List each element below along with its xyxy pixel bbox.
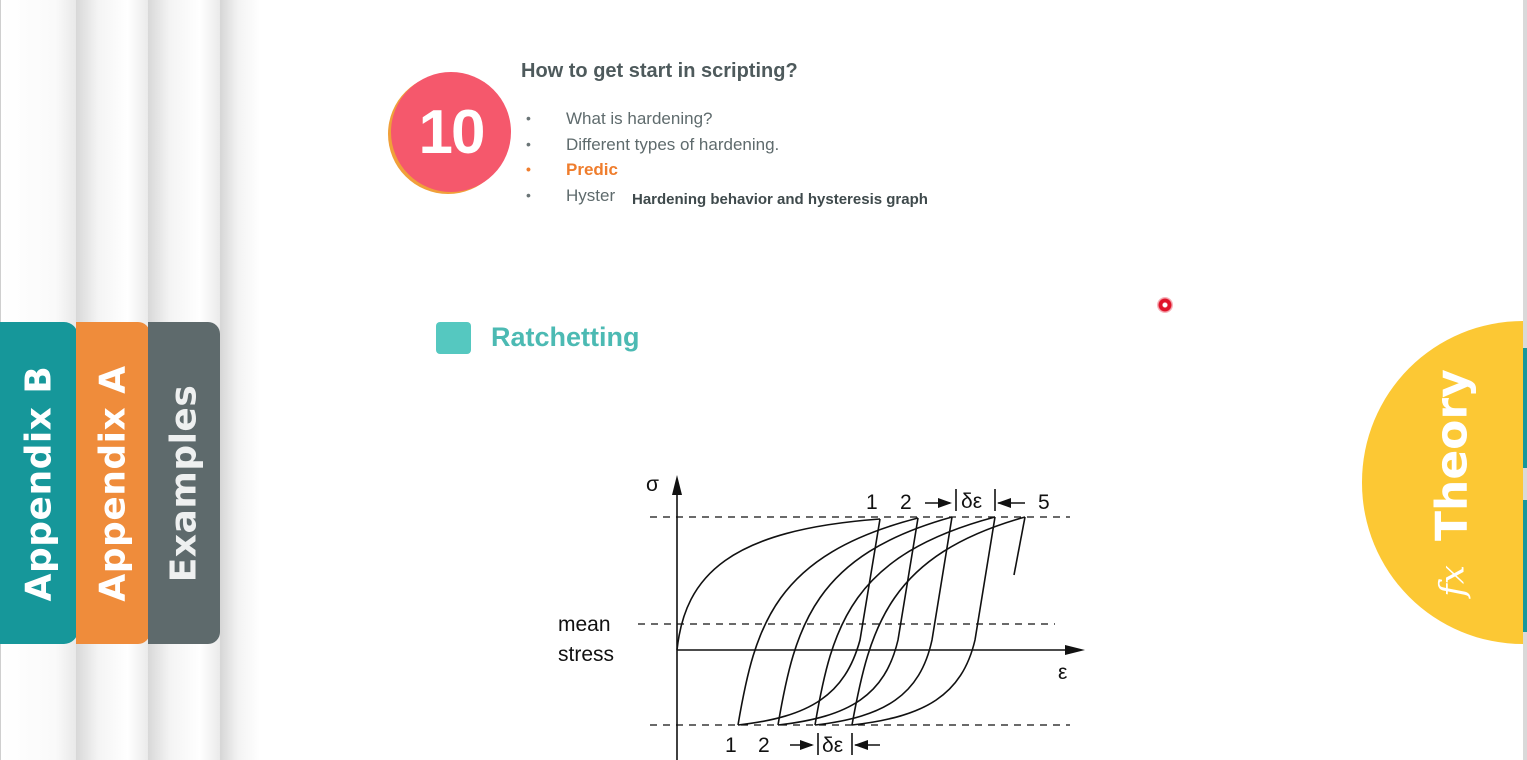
mean-stress-label-1: mean	[558, 613, 611, 636]
tab-appendix-b-label: Appendix B	[18, 365, 60, 601]
top-label-5: 5	[1038, 491, 1050, 514]
section-marker-icon	[436, 322, 471, 354]
loop-4-reload	[852, 517, 1025, 725]
tab-examples[interactable]	[148, 322, 220, 644]
page-edge-4	[220, 0, 260, 760]
top-label-2: 2	[900, 491, 912, 514]
loop-5-unload	[1014, 517, 1025, 575]
topic-item-hardening[interactable]: • What is hardening?	[524, 106, 779, 132]
loop-2-reload	[778, 517, 952, 725]
top-label-delta: δε	[961, 490, 983, 513]
sigma-label: σ	[646, 473, 659, 496]
topic-item-hysteresis[interactable]: • Hyster	[524, 183, 779, 209]
mouse-pointer-indicator	[1157, 297, 1173, 313]
fx-icon: 𝑓x	[1432, 565, 1472, 597]
loop-3-reload	[815, 517, 995, 725]
ratchetting-diagram	[540, 455, 1100, 760]
strain-axis-arrow	[1065, 645, 1085, 655]
loop-2-unload	[778, 518, 918, 725]
tab-appendix-b[interactable]	[0, 322, 78, 644]
topic-item-types[interactable]: • Different types of hardening.	[524, 132, 779, 158]
tab-appendix-a-label: Appendix A	[92, 364, 134, 602]
section-title: Ratchetting	[491, 322, 640, 352]
tab-examples-label: Examples	[163, 384, 205, 582]
bottom-label-1: 1	[725, 734, 737, 757]
bottom-label-delta: δε	[822, 734, 844, 757]
mean-stress-label-2: stress	[558, 643, 615, 666]
loop-3-unload	[815, 517, 952, 725]
lesson-title: How to get start in scripting?	[521, 60, 798, 82]
stress-axis-arrow	[672, 475, 682, 495]
bottom-label-2: 2	[758, 734, 770, 757]
initial-loading-curve	[677, 519, 880, 650]
tab-theory-label: Theory	[1426, 369, 1478, 542]
tab-appendix-a[interactable]	[76, 322, 150, 644]
bottom-arrowhead-right	[854, 740, 868, 750]
top-arrowhead-right	[997, 498, 1011, 508]
topic-item-predict[interactable]: • Predic	[524, 157, 779, 183]
bottom-arrowhead-left	[800, 740, 814, 750]
epsilon-label: ε	[1058, 661, 1068, 684]
tab-theory-label-group[interactable]	[1427, 369, 1478, 597]
lesson-number-badge: 10	[391, 72, 511, 192]
top-label-1: 1	[866, 491, 878, 514]
top-arrowhead-left	[938, 498, 952, 508]
topic-tooltip: Hardening behavior and hysteresis graph	[626, 189, 934, 210]
